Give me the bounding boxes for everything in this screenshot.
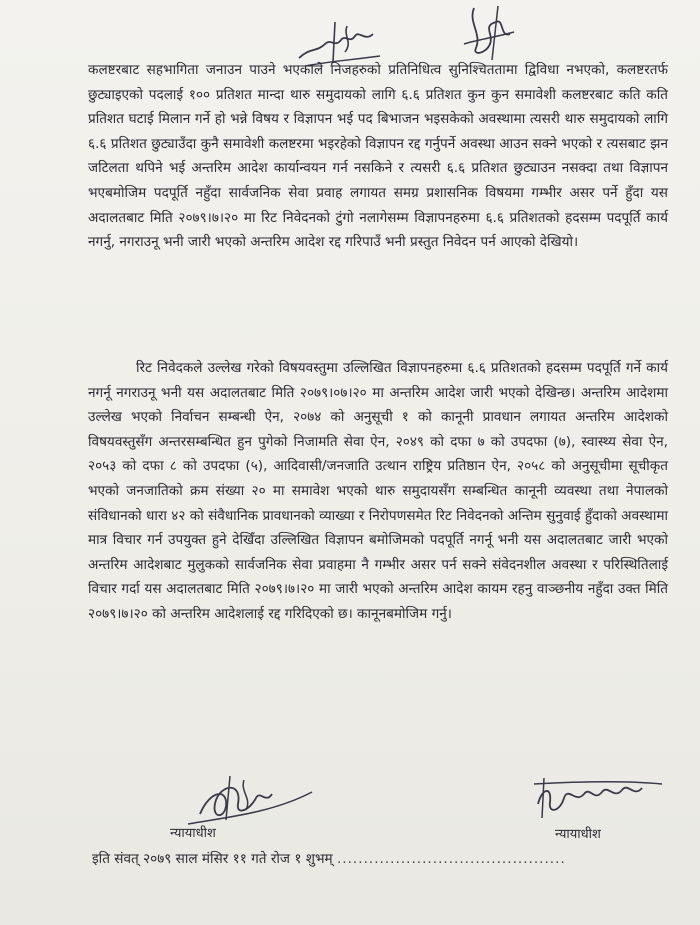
body-paragraph-2-text: रिट निवेदकले उल्लेख गरेको विषयवस्तुमा उल्लिखित विज्ञापनहरुमा ६.६ प्रतिशतको हदसम्म पदपूर्ति गर्ने कार्य नगर्नू नगराउनू भनी यस अदालतबाट मिति २०७९।०७।२० मा अन्तरिम आदेश जारी भएको देखिन्छ। अन्तरिम आदेशमा उल्लेख भएको निर्वाचन सम्बन्धी ऐन, २०७४ को अनुसूची १ को कानूनी प्रावधान लगायत अन्तरिम आदेशको विषयवस्तुसँग अन्तरसम्बन्धित हुन पुगेको निजामति सेवा ऐन, २०४९ को दफा ७ को उपदफा (७), स्वास्थ्य सेवा ऐन, २०५३ को दफा ८ को उपदफा (५), आदिवासी/जनजाति उत्थान राष्ट्रिय प्रतिष्ठान ऐन, २०५८ को अनुसूचीमा सूचीकृत भएको जनजातिको क्रम संख्या २० मा समावेश भएको थारु समुदायसँग सम्बन्धित कानूनी व्यवस्था तथा नेपालको संविधानको धारा ४२ को संवैधानिक प्रावधानको व्याख्या र निरोपणसमेत रिट निवेदनको अन्तिम सुनुवाई हुँदाको अवस्थामा मात्र विचार गर्न उपयुक्त हुने देखिँदा उल्लिखित विज्ञापन बमोजिमको पदपूर्ति नगर्नू भनी यस अदालतबाट जारी भएको अन्तरिम आदेशबाट मुलुकको सार्वजनिक सेवा प्रवाहमा नै गम्भीर असर पर्न सक्ने संवेदनशील अवस्था र परिस्थितिलाई विचार गर्दा यस अदालतबाट मिति २०७९।७।२० मा जारी भएको अन्तरिम आदेश कायम रहनु वाञ्छनीय नहुँदा उक्त मिति २०७९।७।२० को अन्तरिम आदेशलाई रद्द गरिदिएको छ। कानूनबमोजिम गर्नु। [88,360,668,622]
footer-dotted-line: ........................................... [336,851,566,867]
top-initials-right [452,4,522,66]
footer-date-line [92,848,672,867]
judge-signature-right [530,774,670,824]
judge-label-left: न्यायाधीश [170,826,216,841]
body-paragraph-2 [88,356,668,627]
footer-date-text: इति संवत् २०७९ साल मंसिर ११ गते रोज १ शुभम् [92,851,333,867]
judge-label-right: न्यायाधीश [555,827,601,842]
judge-signature-left [180,770,320,830]
body-paragraph-1: कलष्टरबाट सहभागिता जनाउन पाउने भएकाले निजहरुको प्रतिनिधित्व सुनिश्चिततामा द्विविधा नभएको, कलष्टरतर्फ छुट्याइएको पदलाई १०० प्रतिशत मान्दा थारु समुदायको लागि ६.६ प्रतिशत कुन कुन समावेशी कलष्टरबाट कति कति प्रतिशत घटाई मिलान गर्ने हो भन्ने विषय र विज्ञापन भई पद बिभाजन भइसकेको अवस्थामा त्यसरी थारु समुदायको लागि ६.६ प्रतिशत छुट्याउँदा कुनै समावेशी कलष्टरमा भइरहेको विज्ञापन रद्द गर्नुपर्ने अवस्था आउन सक्ने भएको र त्यसबाट झन जटिलता थपिने भई अन्तरिम आदेश कार्यान्वयन गर्न नसकिने र त्यसरी ६.६ प्रतिशत छुट्याउन नसक्दा तथा विज्ञापन भएबमोजिम पदपूर्ति नहुँदा सार्वजनिक सेवा प्रवाह लगायत समग्र प्रशासनिक विषयमा गम्भीर असर पर्ने हुँदा यस अदालतबाट मिति २०७९।७।२० मा रिट निवेदनको टुंगो नलागेसम्म विज्ञापनहरुमा ६.६ प्रतिशतको हदसम्म पदपूर्ति कार्य नगर्नु, नगराउनू भनी जारी भएको अन्तरिम आदेश रद्द गरिपाउँ भनी प्रस्तुत निवेदन पर्न आएको देखियो। [88,62,668,251]
